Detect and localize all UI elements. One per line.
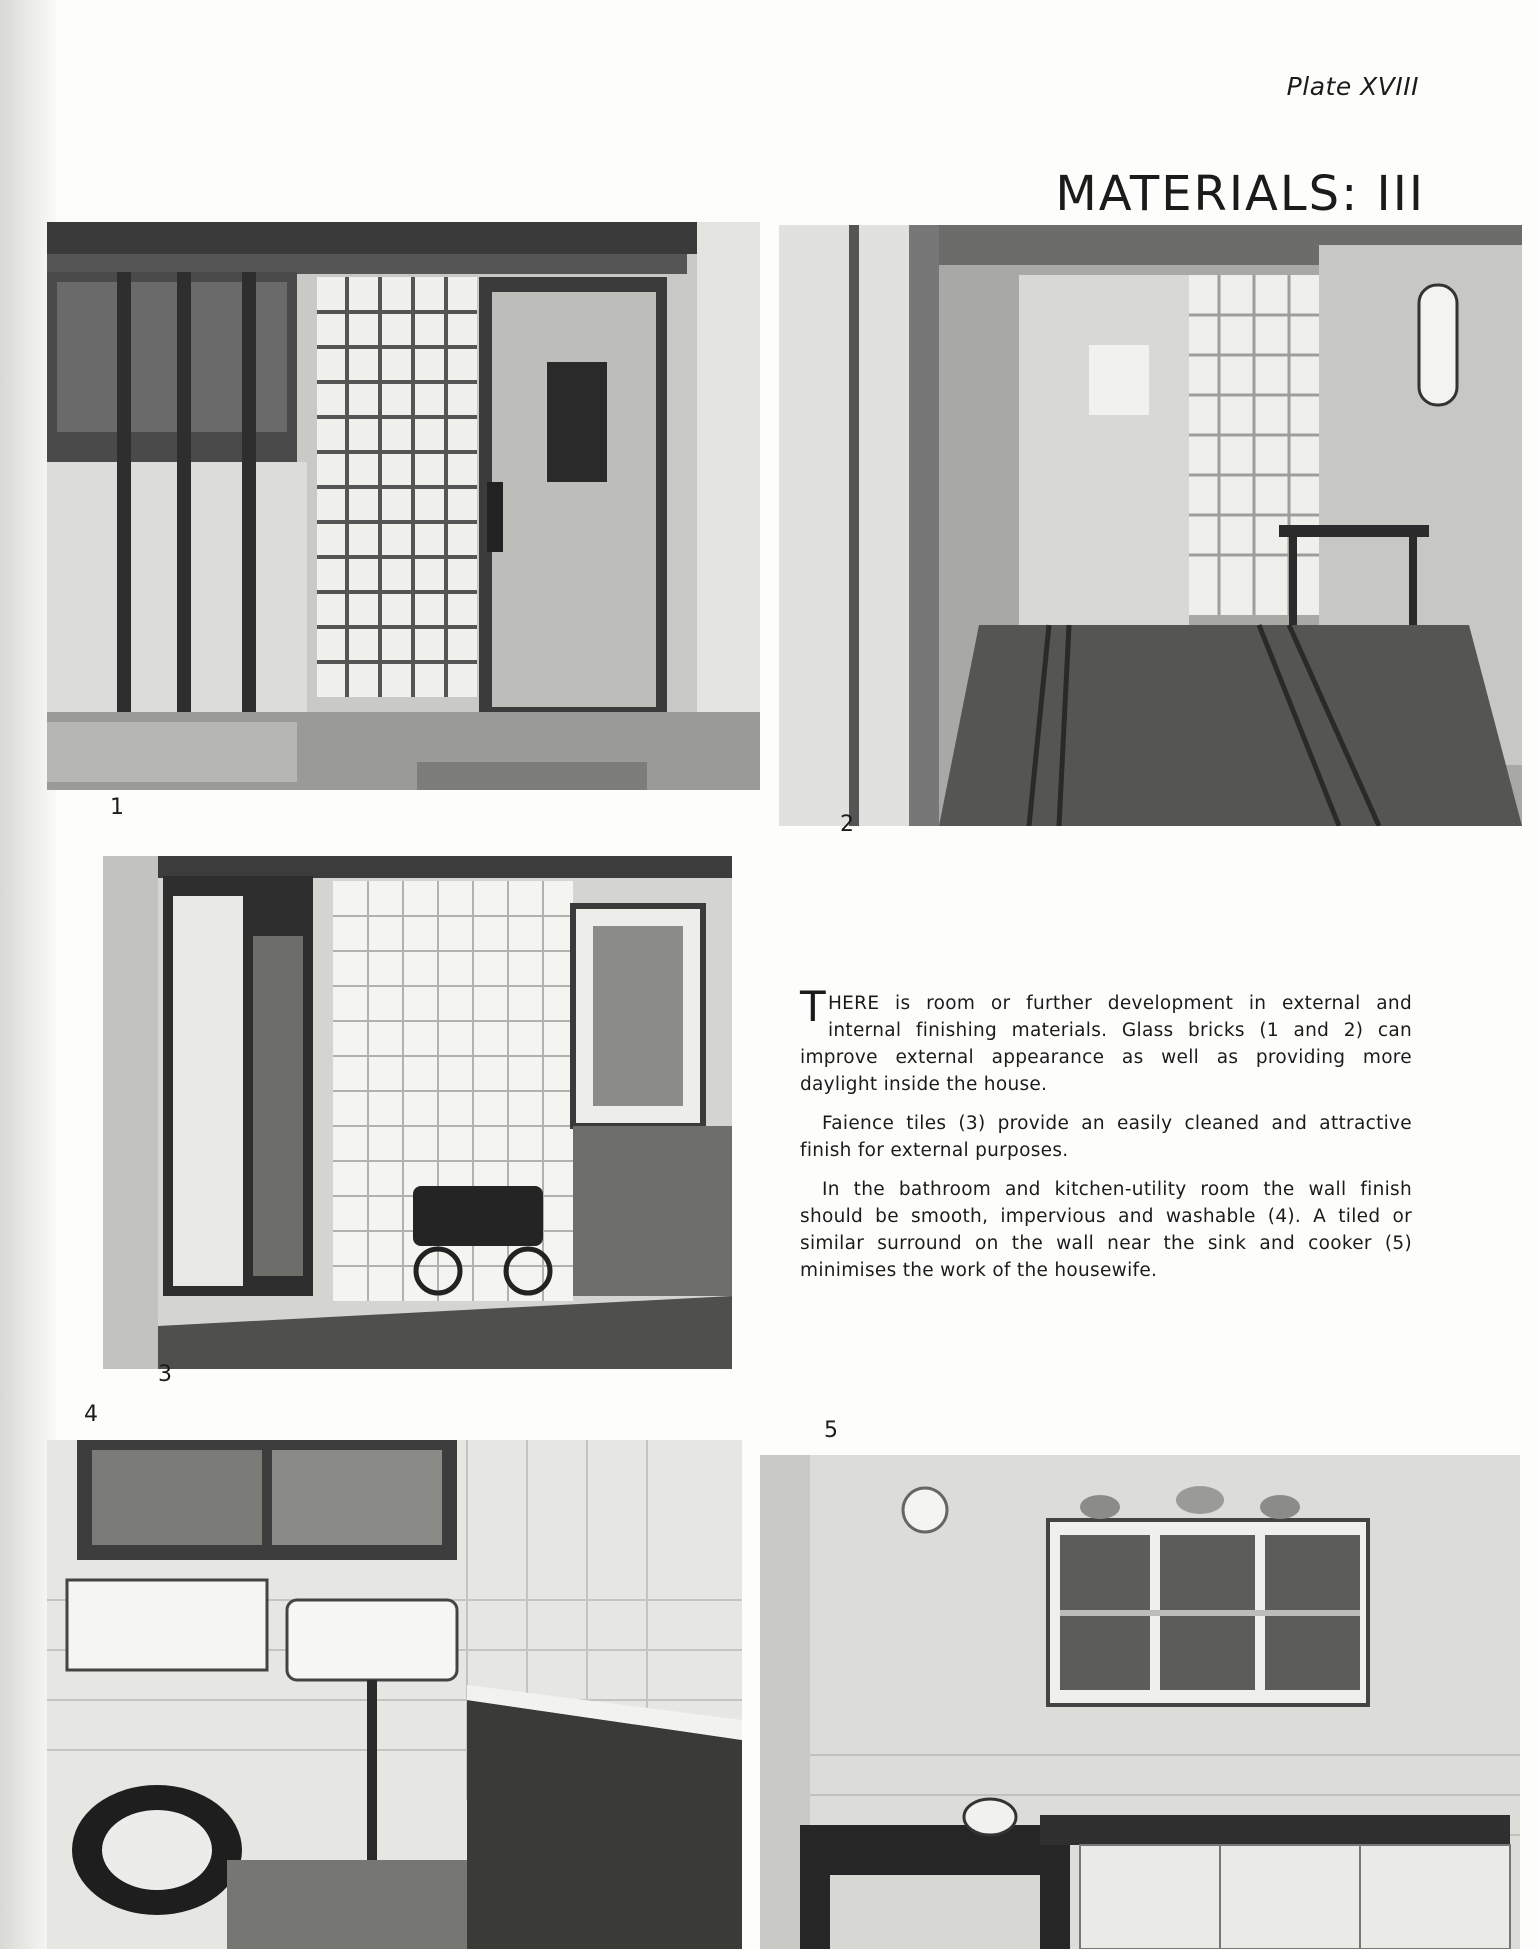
caption-dropcap: T bbox=[800, 982, 826, 1031]
caption-paragraph-3: In the bathroom and kitchen-utility room the wall finish should be smooth, impervious and washable (4). A tiled or similar surround on the wall near the sink and cooker (5) minimises the work of the housewife. bbox=[800, 1179, 1412, 1281]
photo-2-image bbox=[779, 225, 1522, 826]
caption-paragraph-1 bbox=[800, 982, 1412, 1098]
plate-label: Plate XVIII bbox=[1286, 72, 1419, 101]
photo-3-image bbox=[103, 856, 732, 1369]
photo-5-number: 5 bbox=[824, 1418, 838, 1443]
caption-paragraph-2: Faience tiles (3) provide an easily cleaned and attractive finish for external purposes. bbox=[800, 1113, 1412, 1161]
caption-text bbox=[800, 982, 1412, 1296]
photo-1-number: 1 bbox=[110, 795, 124, 820]
photo-4-image bbox=[47, 1440, 742, 1949]
caption-paragraph-1-text: HERE is room or further development in external and internal finishing materials. Glass bricks (1 and 2) can improve external appearance as well as providing more daylight inside the house. bbox=[800, 993, 1412, 1095]
section-title: MATERIALS: III bbox=[1055, 166, 1425, 223]
photo-5-image bbox=[760, 1455, 1520, 1949]
photo-3 bbox=[103, 856, 732, 1369]
photo-2 bbox=[779, 225, 1522, 826]
photo-5 bbox=[760, 1455, 1520, 1949]
photo-2-number: 2 bbox=[840, 812, 854, 837]
photo-4 bbox=[47, 1440, 742, 1949]
photo-3-number: 3 bbox=[158, 1362, 172, 1387]
photo-1 bbox=[47, 222, 760, 790]
photo-4-number: 4 bbox=[84, 1402, 98, 1427]
photo-1-image bbox=[47, 222, 760, 790]
